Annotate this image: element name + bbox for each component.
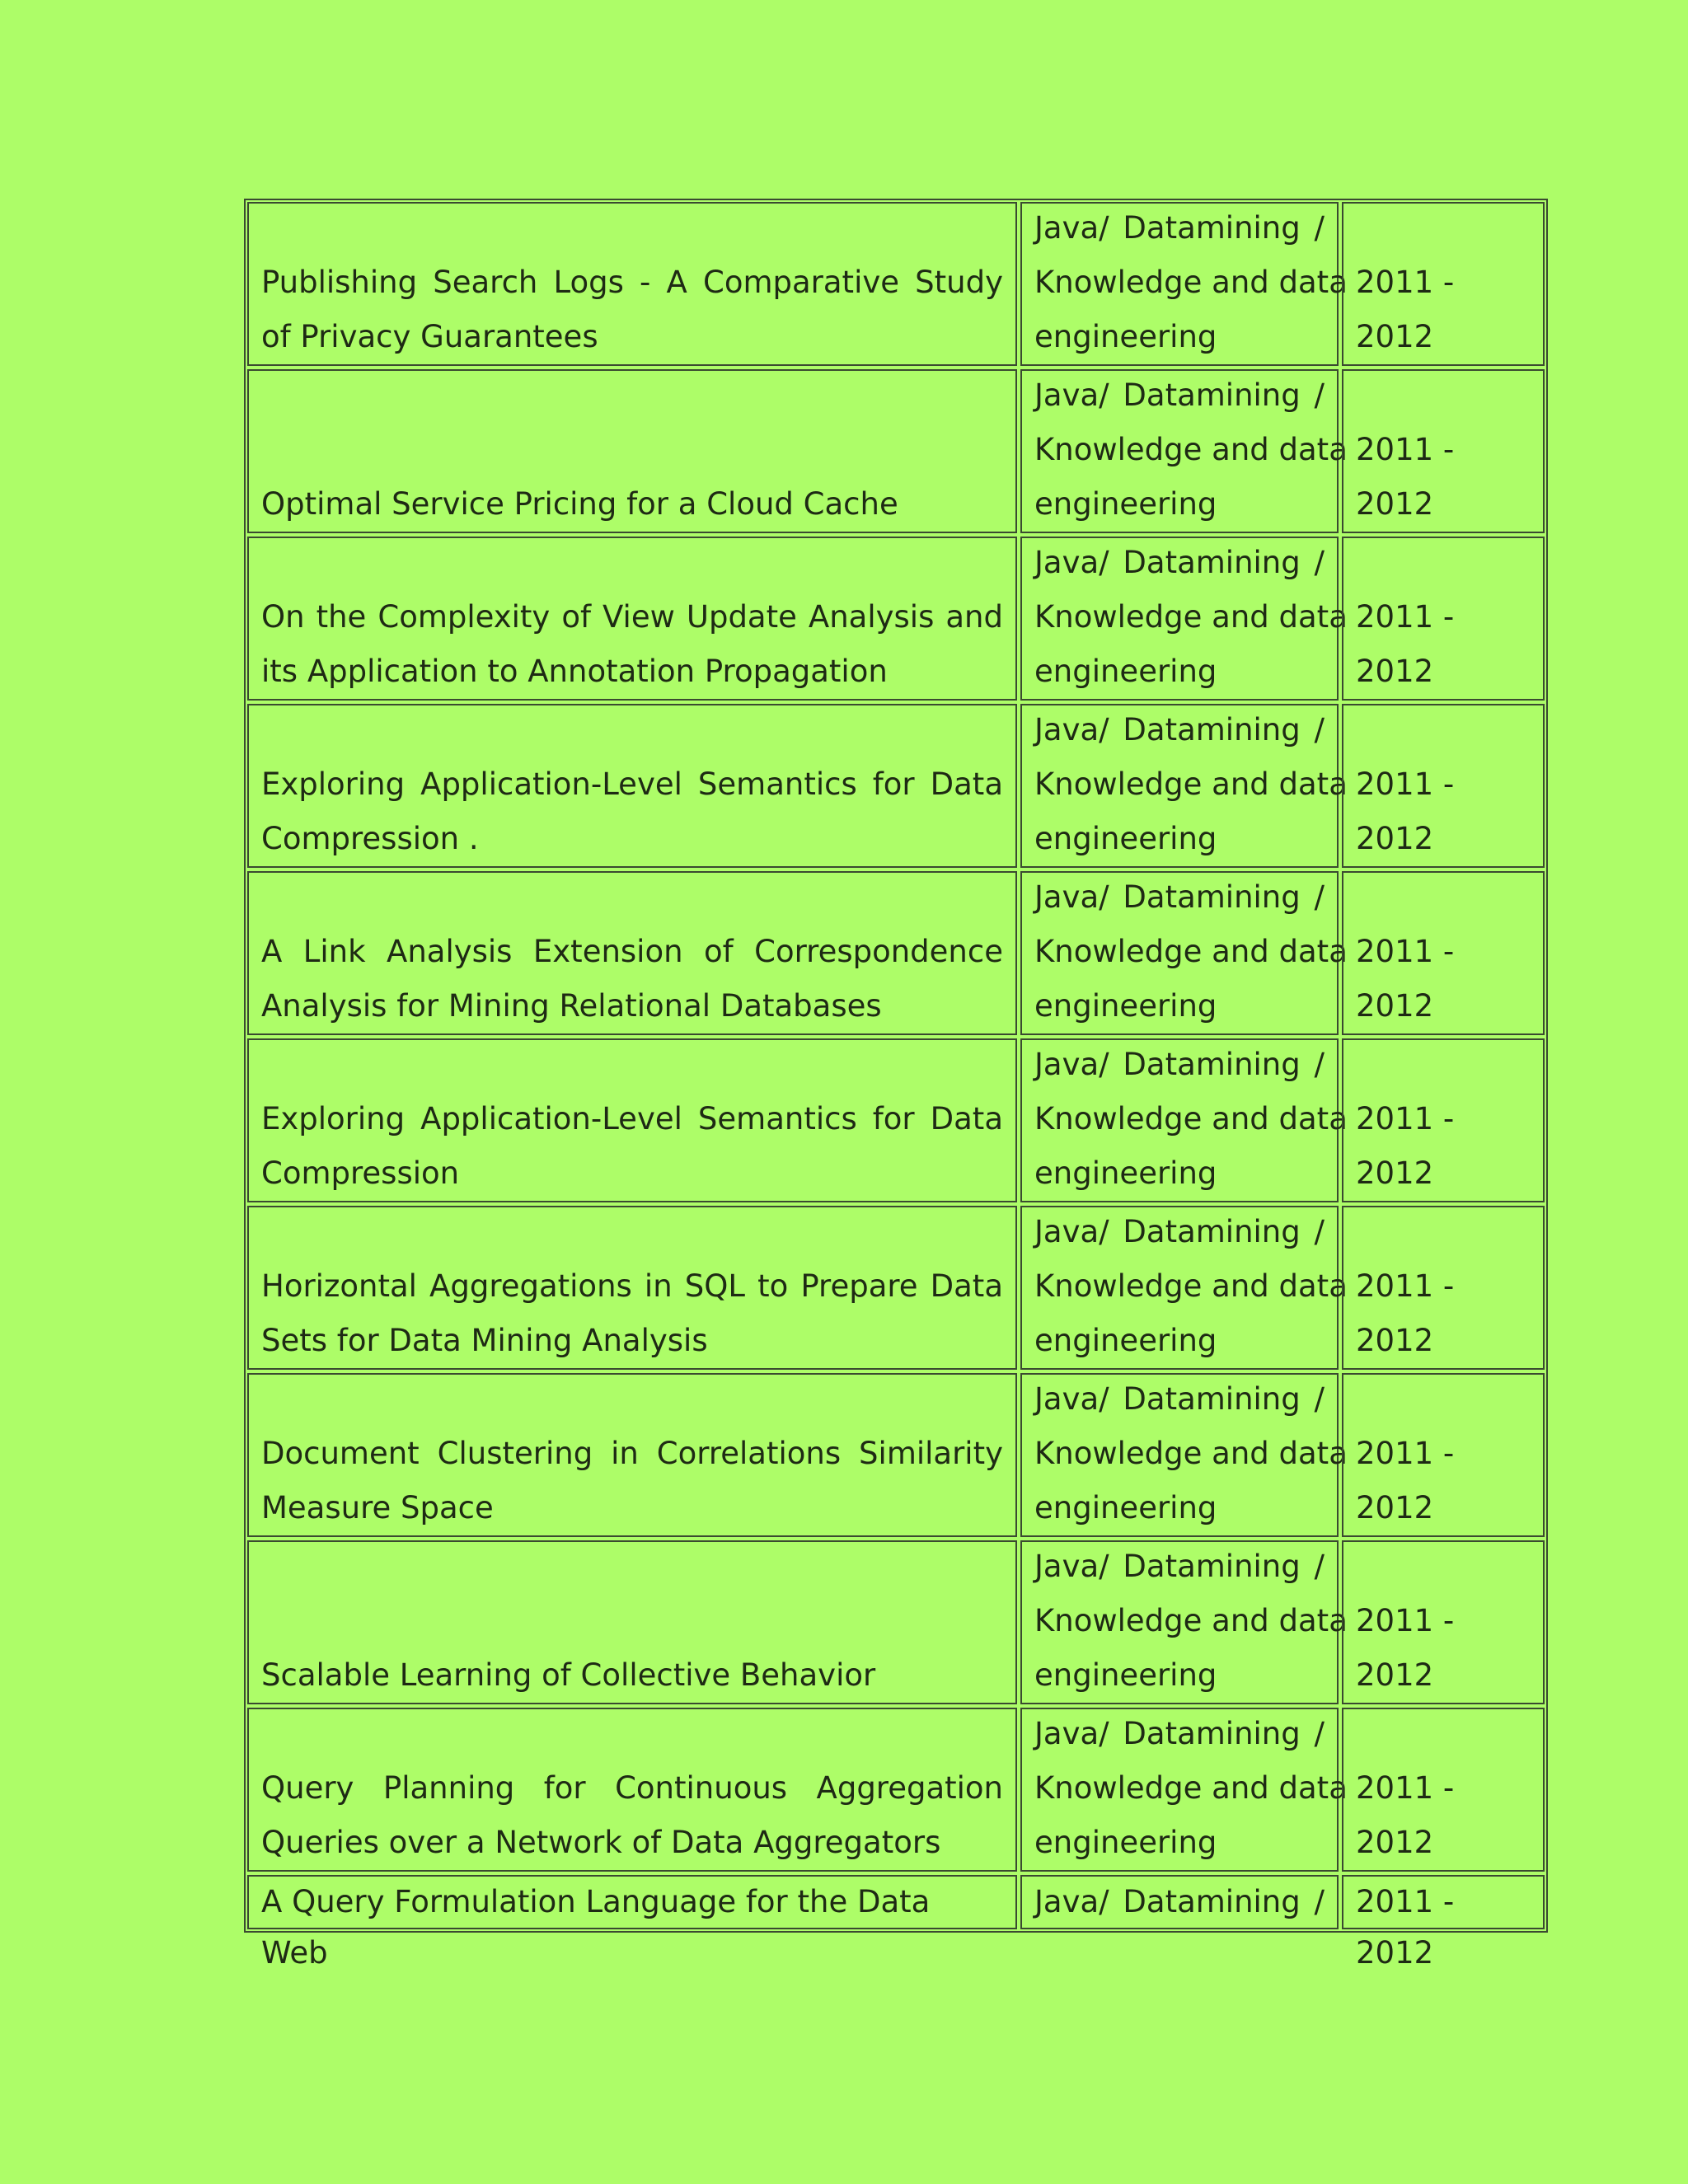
tech-separator: / (1314, 1549, 1325, 1584)
project-title: On the Complexity of View Update Analysis and its Application to Annotation Propagation (261, 599, 1003, 689)
table-row (246, 1539, 1546, 1706)
technology-cell (1020, 1540, 1348, 1704)
project-title-cell (247, 704, 1017, 868)
table-row (246, 1873, 1546, 1971)
year-cell (1342, 704, 1545, 868)
project-title-cell (247, 1540, 1017, 1704)
tech-language: Java/ (1034, 1884, 1109, 1919)
project-year: 2011 - 2012 (1356, 1436, 1455, 1526)
tech-separator: / (1314, 1716, 1325, 1751)
tech-language: Java/ (1034, 210, 1109, 246)
technology-cell (1020, 1708, 1348, 1872)
tech-language: Java/ (1034, 1716, 1109, 1751)
year-cell (1342, 1373, 1545, 1537)
table-row (246, 1204, 1546, 1371)
project-title-cell (247, 871, 1017, 1035)
tech-language: Java/ (1034, 1549, 1109, 1584)
tech-line-2: Knowledge and data (1034, 432, 1348, 467)
year-cell (1342, 537, 1545, 701)
tech-line-2: Knowledge and data (1034, 599, 1348, 635)
project-year: 2011 - 2012 (1356, 265, 1455, 354)
tech-domain: Datamining (1123, 545, 1301, 580)
technology-cell (1020, 704, 1348, 868)
technology-cell (1020, 537, 1348, 701)
tech-language: Java/ (1034, 1047, 1109, 1082)
table-row (246, 869, 1546, 1037)
tech-line-3: engineering (1034, 486, 1217, 522)
tech-line-2: Knowledge and data (1034, 265, 1348, 300)
table-row (246, 1706, 1546, 1873)
tech-language: Java/ (1034, 879, 1109, 915)
project-year: 2011 - 2012 (1356, 1603, 1455, 1693)
project-title: Exploring Application-Level Semantics for Data Compression (261, 1101, 1003, 1191)
project-title: Optimal Service Pricing for a Cloud Cache (261, 486, 898, 522)
tech-line-2: Knowledge and data (1034, 766, 1348, 802)
project-title-cell (247, 1373, 1017, 1537)
tech-domain: Datamining (1123, 210, 1301, 246)
tech-domain: Datamining (1123, 879, 1301, 915)
technology-cell (1020, 1206, 1348, 1370)
tech-language: Java/ (1034, 1214, 1109, 1249)
table-row (246, 1371, 1546, 1539)
tech-separator: / (1314, 1214, 1325, 1249)
tech-language: Java/ (1034, 1381, 1109, 1417)
tech-separator: / (1314, 712, 1325, 748)
table-row (246, 702, 1546, 869)
year-cell (1342, 1708, 1545, 1872)
project-year: 2011 - 2012 (1356, 1101, 1455, 1191)
tech-domain: Datamining (1123, 1381, 1301, 1417)
project-title: Scalable Learning of Collective Behavior (261, 1657, 876, 1693)
technology-cell (1020, 1038, 1348, 1202)
projects-table (244, 199, 1548, 1971)
year-cell (1342, 1875, 1545, 1971)
project-year: 2011 - 2012 (1356, 1770, 1455, 1860)
project-title-cell (247, 537, 1017, 701)
tech-line-3: engineering (1034, 988, 1217, 1024)
tech-separator: / (1314, 1047, 1325, 1082)
project-title-cell (247, 369, 1017, 533)
tech-separator: / (1314, 545, 1325, 580)
table-row (246, 1037, 1546, 1204)
project-title-cell (247, 1206, 1017, 1370)
table-row (246, 535, 1546, 702)
tech-domain: Datamining (1123, 377, 1301, 413)
project-title-cell (247, 1875, 1017, 1971)
project-title: Exploring Application-Level Semantics for Data Compression . (261, 766, 1003, 856)
tech-separator: / (1314, 1381, 1325, 1417)
project-year: 2011 - 2012 (1356, 599, 1455, 689)
project-year: 2011 - 2012 (1356, 432, 1455, 522)
project-title: Document Clustering in Correlations Similarity Measure Space (261, 1436, 1003, 1526)
technology-cell (1020, 202, 1348, 366)
tech-line-3: engineering (1034, 1657, 1217, 1693)
technology-cell (1020, 871, 1348, 1035)
tech-line-3: engineering (1034, 1490, 1217, 1526)
table-row (246, 368, 1546, 535)
tech-separator: / (1314, 1884, 1325, 1919)
tech-line-3: engineering (1034, 821, 1217, 856)
project-year: 2011 - 2012 (1356, 934, 1455, 1024)
tech-separator: / (1314, 377, 1325, 413)
project-year: 2011 - 2012 (1356, 1884, 1455, 1971)
tech-domain: Datamining (1123, 1549, 1301, 1584)
tech-domain: Datamining (1123, 1214, 1301, 1249)
tech-line-3: engineering (1034, 319, 1217, 354)
tech-line-3: engineering (1034, 1155, 1217, 1191)
project-year: 2011 - 2012 (1356, 1268, 1455, 1358)
tech-language: Java/ (1034, 545, 1109, 580)
project-title: Publishing Search Logs - A Comparative Study of Privacy Guarantees (261, 265, 1003, 354)
technology-cell (1020, 1373, 1348, 1537)
project-title-cell (247, 202, 1017, 366)
tech-line-2: Knowledge and data (1034, 1436, 1348, 1471)
tech-line-2: Knowledge and data (1034, 1268, 1348, 1304)
tech-language: Java/ (1034, 712, 1109, 748)
tech-line-2: Knowledge and data (1034, 1101, 1348, 1137)
tech-line-2: Knowledge and data (1034, 934, 1348, 969)
project-title: A Query Formulation Language for the Data Web (261, 1884, 931, 1971)
tech-language: Java/ (1034, 377, 1109, 413)
project-title: Horizontal Aggregations in SQL to Prepare Data Sets for Data Mining Analysis (261, 1268, 1003, 1358)
year-cell (1342, 1540, 1545, 1704)
project-title: Query Planning for Continuous Aggregation Queries over a Network of Data Aggregators (261, 1770, 1003, 1860)
table-row (246, 200, 1546, 368)
tech-line-3: engineering (1034, 654, 1217, 689)
tech-domain: Datamining (1123, 1884, 1301, 1919)
year-cell (1342, 871, 1545, 1035)
technology-cell (1020, 1875, 1339, 1929)
tech-separator: / (1314, 210, 1325, 246)
tech-separator: / (1314, 879, 1325, 915)
year-cell (1342, 369, 1545, 533)
tech-domain: Datamining (1123, 1047, 1301, 1082)
project-title-cell (247, 1708, 1017, 1872)
year-cell (1342, 1038, 1545, 1202)
year-cell (1342, 202, 1545, 366)
tech-line-3: engineering (1034, 1323, 1217, 1358)
year-cell (1342, 1206, 1545, 1370)
tech-line-2: Knowledge and data (1034, 1603, 1348, 1638)
project-year: 2011 - 2012 (1356, 766, 1455, 856)
tech-domain: Datamining (1123, 712, 1301, 748)
tech-line-3: engineering (1034, 1825, 1217, 1860)
technology-cell (1020, 369, 1348, 533)
project-title: A Link Analysis Extension of Correspondence Analysis for Mining Relational Databases (261, 934, 1003, 1024)
tech-line-2: Knowledge and data (1034, 1770, 1348, 1806)
tech-domain: Datamining (1123, 1716, 1301, 1751)
project-title-cell (247, 1038, 1017, 1202)
